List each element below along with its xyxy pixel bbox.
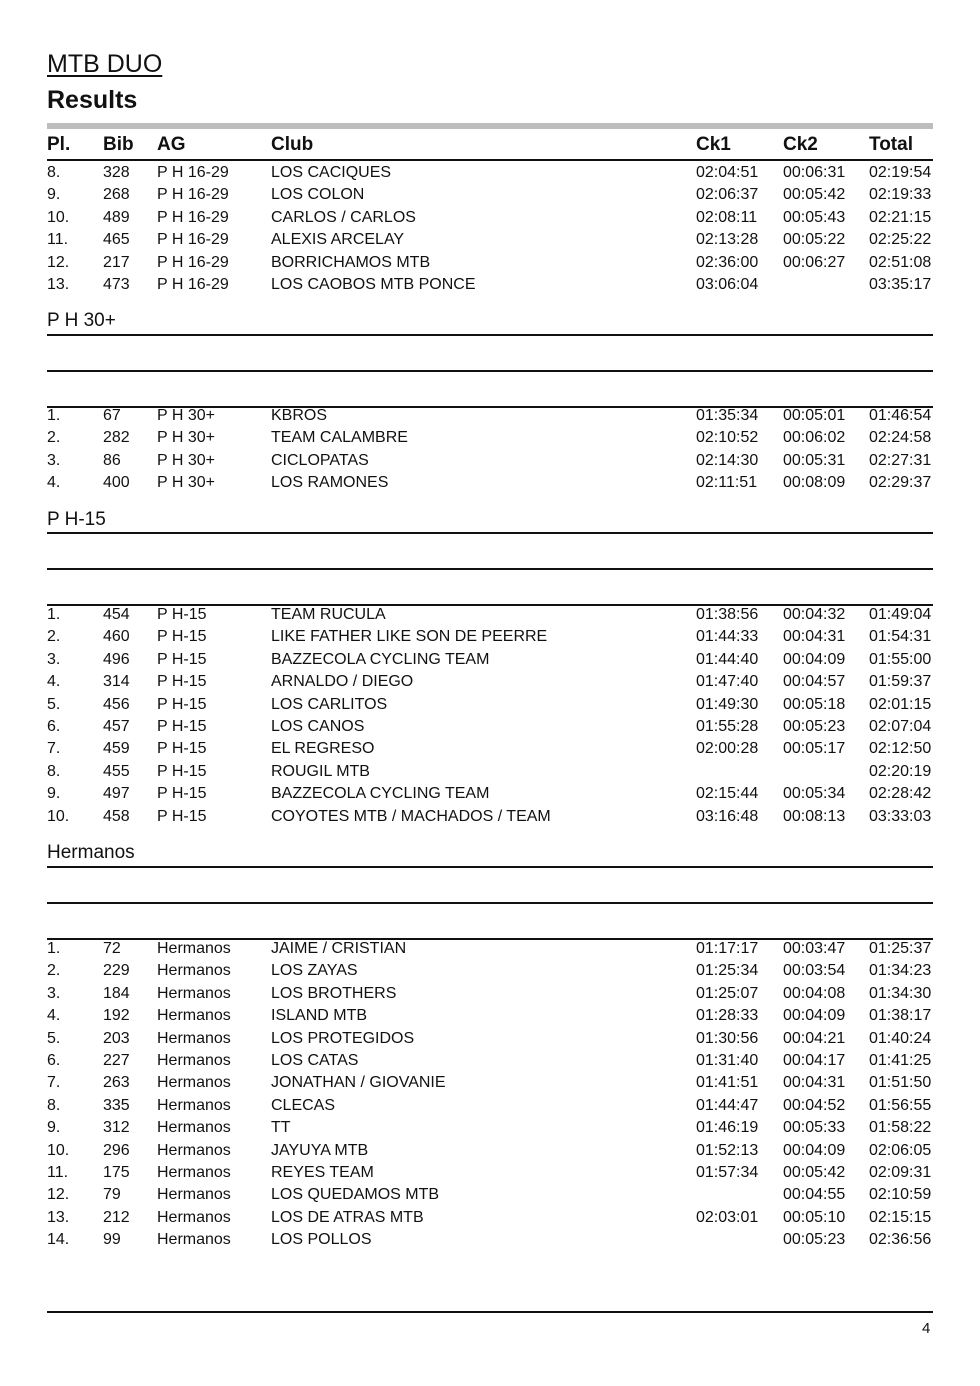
cell-place: 6.: [47, 718, 61, 735]
column-header-age-group: AG: [157, 134, 186, 155]
cell-ck1: 01:28:33: [696, 1007, 759, 1025]
cell-age-group: P H-15: [157, 650, 207, 668]
cell-age-group: P H 16-29: [157, 276, 229, 293]
cell-place: 3.: [47, 650, 61, 668]
cell-age-group: Hermanos: [157, 940, 231, 957]
cell-age-group: P H-15: [157, 785, 207, 803]
cell-total: 02:28:42: [869, 785, 932, 803]
cell-bib: 268: [103, 186, 130, 204]
cell-age-group: Hermanos: [157, 1231, 231, 1249]
cell-club: CICLOPATAS: [271, 451, 369, 469]
cell-club: LOS COLON: [271, 186, 365, 204]
cell-club: CLECAS: [271, 1096, 336, 1114]
cell-place: 7.: [47, 740, 61, 758]
cell-ck1: 01:44:40: [696, 650, 759, 668]
cell-bib: 217: [103, 253, 130, 271]
cell-club: LOS BROTHERS: [271, 984, 397, 1002]
table-row: [0, 606, 980, 628]
cell-place: 10.: [47, 1141, 70, 1159]
cell-ck2: 00:05:18: [783, 695, 846, 713]
table-row: [0, 452, 980, 474]
cell-ck2: 00:05:10: [783, 1208, 846, 1226]
table-row: [0, 718, 980, 740]
cell-club: ISLAND MTB: [271, 1007, 368, 1025]
cell-club: LOS QUEDAMOS MTB: [271, 1186, 440, 1204]
cell-age-group: P H-15: [157, 628, 207, 646]
cell-age-group: P H 16-29: [157, 231, 229, 249]
cell-age-group: Hermanos: [157, 962, 231, 980]
table-row: [0, 628, 980, 650]
cell-ck2: 00:04:32: [783, 606, 846, 623]
cell-total: 02:20:19: [869, 762, 932, 780]
cell-ck1: 01:25:34: [696, 962, 759, 980]
cell-ck2: 00:04:09: [783, 1141, 846, 1159]
table-row: [0, 1119, 980, 1141]
cell-place: 5.: [47, 1029, 61, 1047]
cell-place: 10.: [47, 807, 70, 825]
cell-ck2: 00:04:09: [783, 650, 846, 668]
cell-ck2: 00:05:31: [783, 451, 846, 469]
cell-place: 11.: [47, 1164, 69, 1181]
cell-ck1: 01:49:30: [696, 695, 759, 713]
cell-age-group: P H-15: [157, 807, 207, 825]
cell-ck1: 01:35:34: [696, 407, 759, 424]
cell-bib: 465: [103, 231, 130, 249]
cell-age-group: P H-15: [157, 740, 207, 758]
cell-club: JONATHAN / GIOVANIE: [271, 1074, 446, 1092]
cell-bib: 312: [103, 1119, 130, 1137]
cell-ck1: 03:16:48: [696, 807, 759, 825]
cell-total: 02:29:37: [869, 474, 932, 492]
cell-ck1: 01:46:19: [696, 1119, 759, 1137]
cell-ck2: 00:05:33: [783, 1119, 846, 1137]
table-row: [0, 1186, 980, 1208]
table-row: [0, 763, 980, 785]
cell-bib: 335: [103, 1096, 130, 1114]
table-row: [0, 1052, 980, 1074]
cell-age-group: Hermanos: [157, 1029, 231, 1047]
cell-total: 01:49:04: [869, 606, 932, 623]
cell-bib: 192: [103, 1007, 130, 1025]
cell-age-group: P H-15: [157, 718, 207, 735]
section-divider: [47, 370, 933, 372]
section-title: Hermanos: [47, 842, 135, 863]
table-row: [0, 985, 980, 1007]
cell-club: LOS CARLITOS: [271, 695, 388, 713]
table-row: [0, 429, 980, 451]
cell-bib: 328: [103, 164, 130, 181]
cell-club: LOS CAOBOS MTB PONCE: [271, 276, 476, 293]
cell-place: 13.: [47, 276, 70, 293]
section-divider: [47, 902, 933, 904]
header-bar: [47, 123, 933, 129]
cell-ck2: 00:04:17: [783, 1052, 846, 1069]
table-row: [0, 1231, 980, 1253]
cell-bib: 203: [103, 1029, 130, 1047]
cell-ck2: 00:04:08: [783, 984, 846, 1002]
cell-age-group: Hermanos: [157, 1052, 231, 1069]
cell-bib: 72: [103, 940, 121, 957]
cell-ck1: 01:44:47: [696, 1096, 759, 1114]
cell-bib: 496: [103, 650, 130, 668]
cell-total: 02:21:15: [869, 208, 932, 226]
cell-total: 03:35:17: [869, 276, 932, 293]
cell-place: 4.: [47, 673, 61, 691]
column-header-club: Club: [271, 134, 314, 155]
cell-club: LIKE FATHER LIKE SON DE PEERRE: [271, 628, 548, 646]
table-row: [0, 1164, 980, 1186]
cell-bib: 459: [103, 740, 130, 758]
cell-total: 01:46:54: [869, 407, 932, 424]
cell-club: LOS CANOS: [271, 718, 365, 735]
section-divider: [47, 532, 933, 534]
cell-ck2: 00:06:31: [783, 164, 846, 181]
cell-club: COYOTES MTB / MACHADOS / TEAM: [271, 807, 551, 825]
cell-bib: 67: [103, 407, 121, 424]
cell-bib: 229: [103, 962, 130, 980]
cell-total: 01:59:37: [869, 673, 932, 691]
cell-place: 1.: [47, 940, 61, 957]
table-row: [0, 1209, 980, 1231]
event-title: MTB DUO: [47, 50, 163, 78]
cell-total: 02:19:33: [869, 186, 932, 204]
footer-divider: [47, 1311, 933, 1313]
cell-ck2: 00:08:09: [783, 474, 846, 492]
cell-place: 2.: [47, 628, 61, 646]
cell-place: 8.: [47, 1096, 61, 1114]
cell-ck1: 01:52:13: [696, 1141, 759, 1159]
table-row: [0, 808, 980, 830]
cell-bib: 227: [103, 1052, 130, 1069]
table-row: [0, 1030, 980, 1052]
cell-place: 9.: [47, 1119, 61, 1137]
cell-ck1: 01:55:28: [696, 718, 759, 735]
column-header-place: Pl.: [47, 134, 71, 155]
cell-ck1: 01:30:56: [696, 1029, 759, 1047]
cell-ck1: 03:06:04: [696, 276, 759, 293]
cell-bib: 460: [103, 628, 130, 646]
cell-age-group: P H 30+: [157, 407, 215, 424]
column-header-ck1: Ck1: [696, 134, 731, 155]
cell-bib: 457: [103, 718, 130, 735]
cell-age-group: P H 30+: [157, 474, 215, 492]
table-row: [0, 1007, 980, 1029]
cell-club: JAIME / CRISTIAN: [271, 940, 407, 957]
table-row: [0, 231, 980, 253]
cell-ck2: 00:06:27: [783, 253, 846, 271]
page-number: 4: [922, 1320, 931, 1337]
cell-club: LOS CACIQUES: [271, 164, 392, 181]
cell-club: LOS PROTEGIDOS: [271, 1029, 415, 1047]
section-title: P H-15: [47, 509, 106, 530]
table-row: [0, 785, 980, 807]
cell-age-group: Hermanos: [157, 1141, 231, 1159]
cell-total: 01:56:55: [869, 1096, 932, 1114]
cell-ck1: 02:14:30: [696, 451, 759, 469]
cell-total: 02:19:54: [869, 164, 932, 181]
table-row: [0, 1074, 980, 1096]
cell-bib: 86: [103, 451, 121, 469]
cell-ck2: 00:04:31: [783, 1074, 846, 1092]
cell-total: 01:54:31: [869, 628, 932, 646]
cell-age-group: Hermanos: [157, 1186, 231, 1204]
cell-ck2: 00:04:31: [783, 628, 846, 646]
cell-club: BORRICHAMOS MTB: [271, 253, 431, 271]
cell-club: REYES TEAM: [271, 1164, 374, 1181]
cell-age-group: P H-15: [157, 695, 207, 713]
cell-total: 02:09:31: [869, 1164, 932, 1181]
cell-place: 10.: [47, 208, 70, 226]
cell-ck1: 02:15:44: [696, 785, 759, 803]
cell-age-group: P H-15: [157, 673, 207, 691]
table-row: [0, 254, 980, 276]
cell-ck1: 01:57:34: [696, 1164, 759, 1181]
cell-club: LOS DE ATRAS MTB: [271, 1208, 424, 1226]
cell-total: 01:58:22: [869, 1119, 932, 1137]
cell-total: 01:40:24: [869, 1029, 932, 1047]
cell-total: 02:10:59: [869, 1186, 932, 1204]
cell-age-group: Hermanos: [157, 1119, 231, 1137]
table-row: [0, 186, 980, 208]
cell-age-group: P H-15: [157, 762, 207, 780]
cell-ck1: 01:31:40: [696, 1052, 759, 1069]
cell-club: BAZZECOLA CYCLING TEAM: [271, 785, 490, 803]
cell-place: 3.: [47, 984, 61, 1002]
table-row: [0, 1097, 980, 1119]
cell-bib: 473: [103, 276, 130, 293]
cell-age-group: P H 16-29: [157, 164, 229, 181]
cell-bib: 99: [103, 1231, 121, 1249]
table-row: [0, 940, 980, 962]
cell-ck1: 01:41:51: [696, 1074, 759, 1092]
cell-ck2: 00:05:42: [783, 1164, 846, 1181]
cell-ck2: 00:05:23: [783, 1231, 846, 1249]
cell-ck2: 00:05:17: [783, 740, 846, 758]
section-title: P H 30+: [47, 310, 116, 331]
cell-bib: 456: [103, 695, 130, 713]
cell-age-group: P H 16-29: [157, 208, 229, 226]
cell-total: 01:25:37: [869, 940, 932, 957]
header-divider: [47, 159, 933, 161]
cell-club: ROUGIL MTB: [271, 762, 370, 780]
cell-ck1: 02:06:37: [696, 186, 759, 204]
cell-place: 2.: [47, 962, 61, 980]
cell-club: LOS RAMONES: [271, 474, 389, 492]
column-header-bib: Bib: [103, 134, 134, 155]
section-divider: [47, 568, 933, 570]
cell-club: EL REGRESO: [271, 740, 375, 758]
cell-age-group: P H 16-29: [157, 253, 229, 271]
cell-club: TEAM RUCULA: [271, 606, 386, 623]
cell-ck2: 00:03:47: [783, 940, 846, 957]
cell-ck2: 00:04:21: [783, 1029, 846, 1047]
cell-bib: 455: [103, 762, 130, 780]
cell-bib: 489: [103, 208, 130, 226]
cell-club: BAZZECOLA CYCLING TEAM: [271, 650, 490, 668]
cell-place: 8.: [47, 164, 61, 181]
table-row: [0, 164, 980, 186]
cell-total: 01:41:25: [869, 1052, 932, 1069]
cell-place: 13.: [47, 1208, 70, 1226]
cell-place: 4.: [47, 1007, 61, 1025]
cell-place: 3.: [47, 451, 61, 469]
cell-total: 02:36:56: [869, 1231, 932, 1249]
cell-total: 02:27:31: [869, 451, 932, 469]
cell-bib: 454: [103, 606, 130, 623]
cell-age-group: P H 16-29: [157, 186, 229, 204]
cell-ck2: 00:05:42: [783, 186, 846, 204]
cell-age-group: Hermanos: [157, 984, 231, 1002]
table-row: [0, 474, 980, 496]
cell-ck2: 00:05:43: [783, 208, 846, 226]
section-divider: [47, 334, 933, 336]
table-row: [0, 696, 980, 718]
cell-age-group: Hermanos: [157, 1007, 231, 1025]
cell-place: 5.: [47, 695, 61, 713]
cell-ck2: 00:03:54: [783, 962, 846, 980]
cell-total: 01:55:00: [869, 650, 932, 668]
cell-club: ALEXIS ARCELAY: [271, 231, 405, 249]
cell-bib: 282: [103, 429, 130, 447]
table-row: [0, 673, 980, 695]
cell-place: 1.: [47, 407, 61, 424]
cell-total: 02:12:50: [869, 740, 932, 758]
cell-age-group: Hermanos: [157, 1096, 231, 1114]
cell-club: ARNALDO / DIEGO: [271, 673, 414, 691]
cell-ck1: 02:13:28: [696, 231, 759, 249]
cell-place: 4.: [47, 474, 61, 492]
cell-club: LOS POLLOS: [271, 1231, 372, 1249]
cell-place: 14.: [47, 1231, 70, 1249]
cell-ck1: 02:10:52: [696, 429, 759, 447]
cell-age-group: P H 30+: [157, 429, 215, 447]
cell-total: 02:24:58: [869, 429, 932, 447]
cell-ck1: 01:17:17: [696, 940, 759, 957]
cell-total: 01:38:17: [869, 1007, 932, 1025]
cell-ck1: 02:04:51: [696, 164, 759, 181]
cell-place: 1.: [47, 606, 61, 623]
cell-ck1: 02:36:00: [696, 253, 759, 271]
cell-ck2: 00:04:52: [783, 1096, 846, 1114]
table-row: [0, 740, 980, 762]
cell-ck2: 00:05:22: [783, 231, 846, 249]
cell-bib: 400: [103, 474, 130, 492]
cell-club: TEAM CALAMBRE: [271, 429, 408, 447]
cell-ck1: 02:11:51: [696, 474, 758, 492]
cell-bib: 212: [103, 1208, 130, 1226]
cell-total: 01:34:23: [869, 962, 932, 980]
column-header-ck2: Ck2: [783, 134, 818, 155]
cell-bib: 458: [103, 807, 130, 825]
cell-bib: 497: [103, 785, 130, 803]
cell-ck2: 00:08:13: [783, 807, 846, 825]
cell-place: 11.: [47, 231, 69, 249]
cell-ck2: 00:04:57: [783, 673, 846, 691]
column-header-total: Total: [869, 134, 913, 155]
cell-club: CARLOS / CARLOS: [271, 208, 416, 226]
cell-ck1: 01:44:33: [696, 628, 759, 646]
cell-club: LOS CATAS: [271, 1052, 359, 1069]
cell-ck1: 01:47:40: [696, 673, 759, 691]
cell-club: LOS ZAYAS: [271, 962, 358, 980]
cell-age-group: P H-15: [157, 606, 207, 623]
results-heading: Results: [47, 86, 138, 114]
cell-ck2: 00:05:34: [783, 785, 846, 803]
cell-ck1: 01:25:07: [696, 984, 759, 1002]
cell-ck2: 00:06:02: [783, 429, 846, 447]
cell-place: 12.: [47, 253, 70, 271]
cell-total: 02:25:22: [869, 231, 932, 249]
cell-bib: 263: [103, 1074, 130, 1092]
cell-age-group: Hermanos: [157, 1074, 231, 1092]
cell-age-group: Hermanos: [157, 1164, 231, 1181]
cell-total: 02:06:05: [869, 1141, 932, 1159]
cell-club: TT: [271, 1119, 291, 1137]
cell-bib: 175: [103, 1164, 130, 1181]
cell-ck2: 00:05:23: [783, 718, 846, 735]
cell-bib: 296: [103, 1141, 130, 1159]
cell-age-group: P H 30+: [157, 451, 215, 469]
cell-place: 9.: [47, 785, 61, 803]
cell-place: 9.: [47, 186, 61, 204]
cell-ck2: 00:04:55: [783, 1186, 846, 1204]
cell-bib: 314: [103, 673, 130, 691]
cell-place: 7.: [47, 1074, 61, 1092]
table-row: [0, 209, 980, 231]
cell-bib: 79: [103, 1186, 121, 1204]
cell-ck2: 00:05:01: [783, 407, 846, 424]
cell-place: 12.: [47, 1186, 70, 1204]
cell-total: 01:51:50: [869, 1074, 932, 1092]
table-row: [0, 651, 980, 673]
table-row: [0, 962, 980, 984]
cell-age-group: Hermanos: [157, 1208, 231, 1226]
cell-club: JAYUYA MTB: [271, 1141, 369, 1159]
cell-total: 02:51:08: [869, 253, 932, 271]
cell-total: 01:34:30: [869, 984, 932, 1002]
cell-ck1: 02:03:01: [696, 1208, 759, 1226]
cell-total: 03:33:03: [869, 807, 932, 825]
cell-bib: 184: [103, 984, 130, 1002]
cell-place: 8.: [47, 762, 61, 780]
cell-total: 02:07:04: [869, 718, 932, 735]
cell-ck1: 01:38:56: [696, 606, 759, 623]
cell-ck2: 00:04:09: [783, 1007, 846, 1025]
section-divider: [47, 866, 933, 868]
cell-ck1: 02:08:11: [696, 208, 758, 226]
cell-place: 6.: [47, 1052, 61, 1069]
cell-total: 02:15:15: [869, 1208, 932, 1226]
table-row: [0, 1142, 980, 1164]
table-row: [0, 276, 980, 298]
cell-place: 2.: [47, 429, 61, 447]
cell-ck1: 02:00:28: [696, 740, 759, 758]
cell-total: 02:01:15: [869, 695, 932, 713]
table-row: [0, 407, 980, 429]
cell-club: KBROS: [271, 407, 328, 424]
